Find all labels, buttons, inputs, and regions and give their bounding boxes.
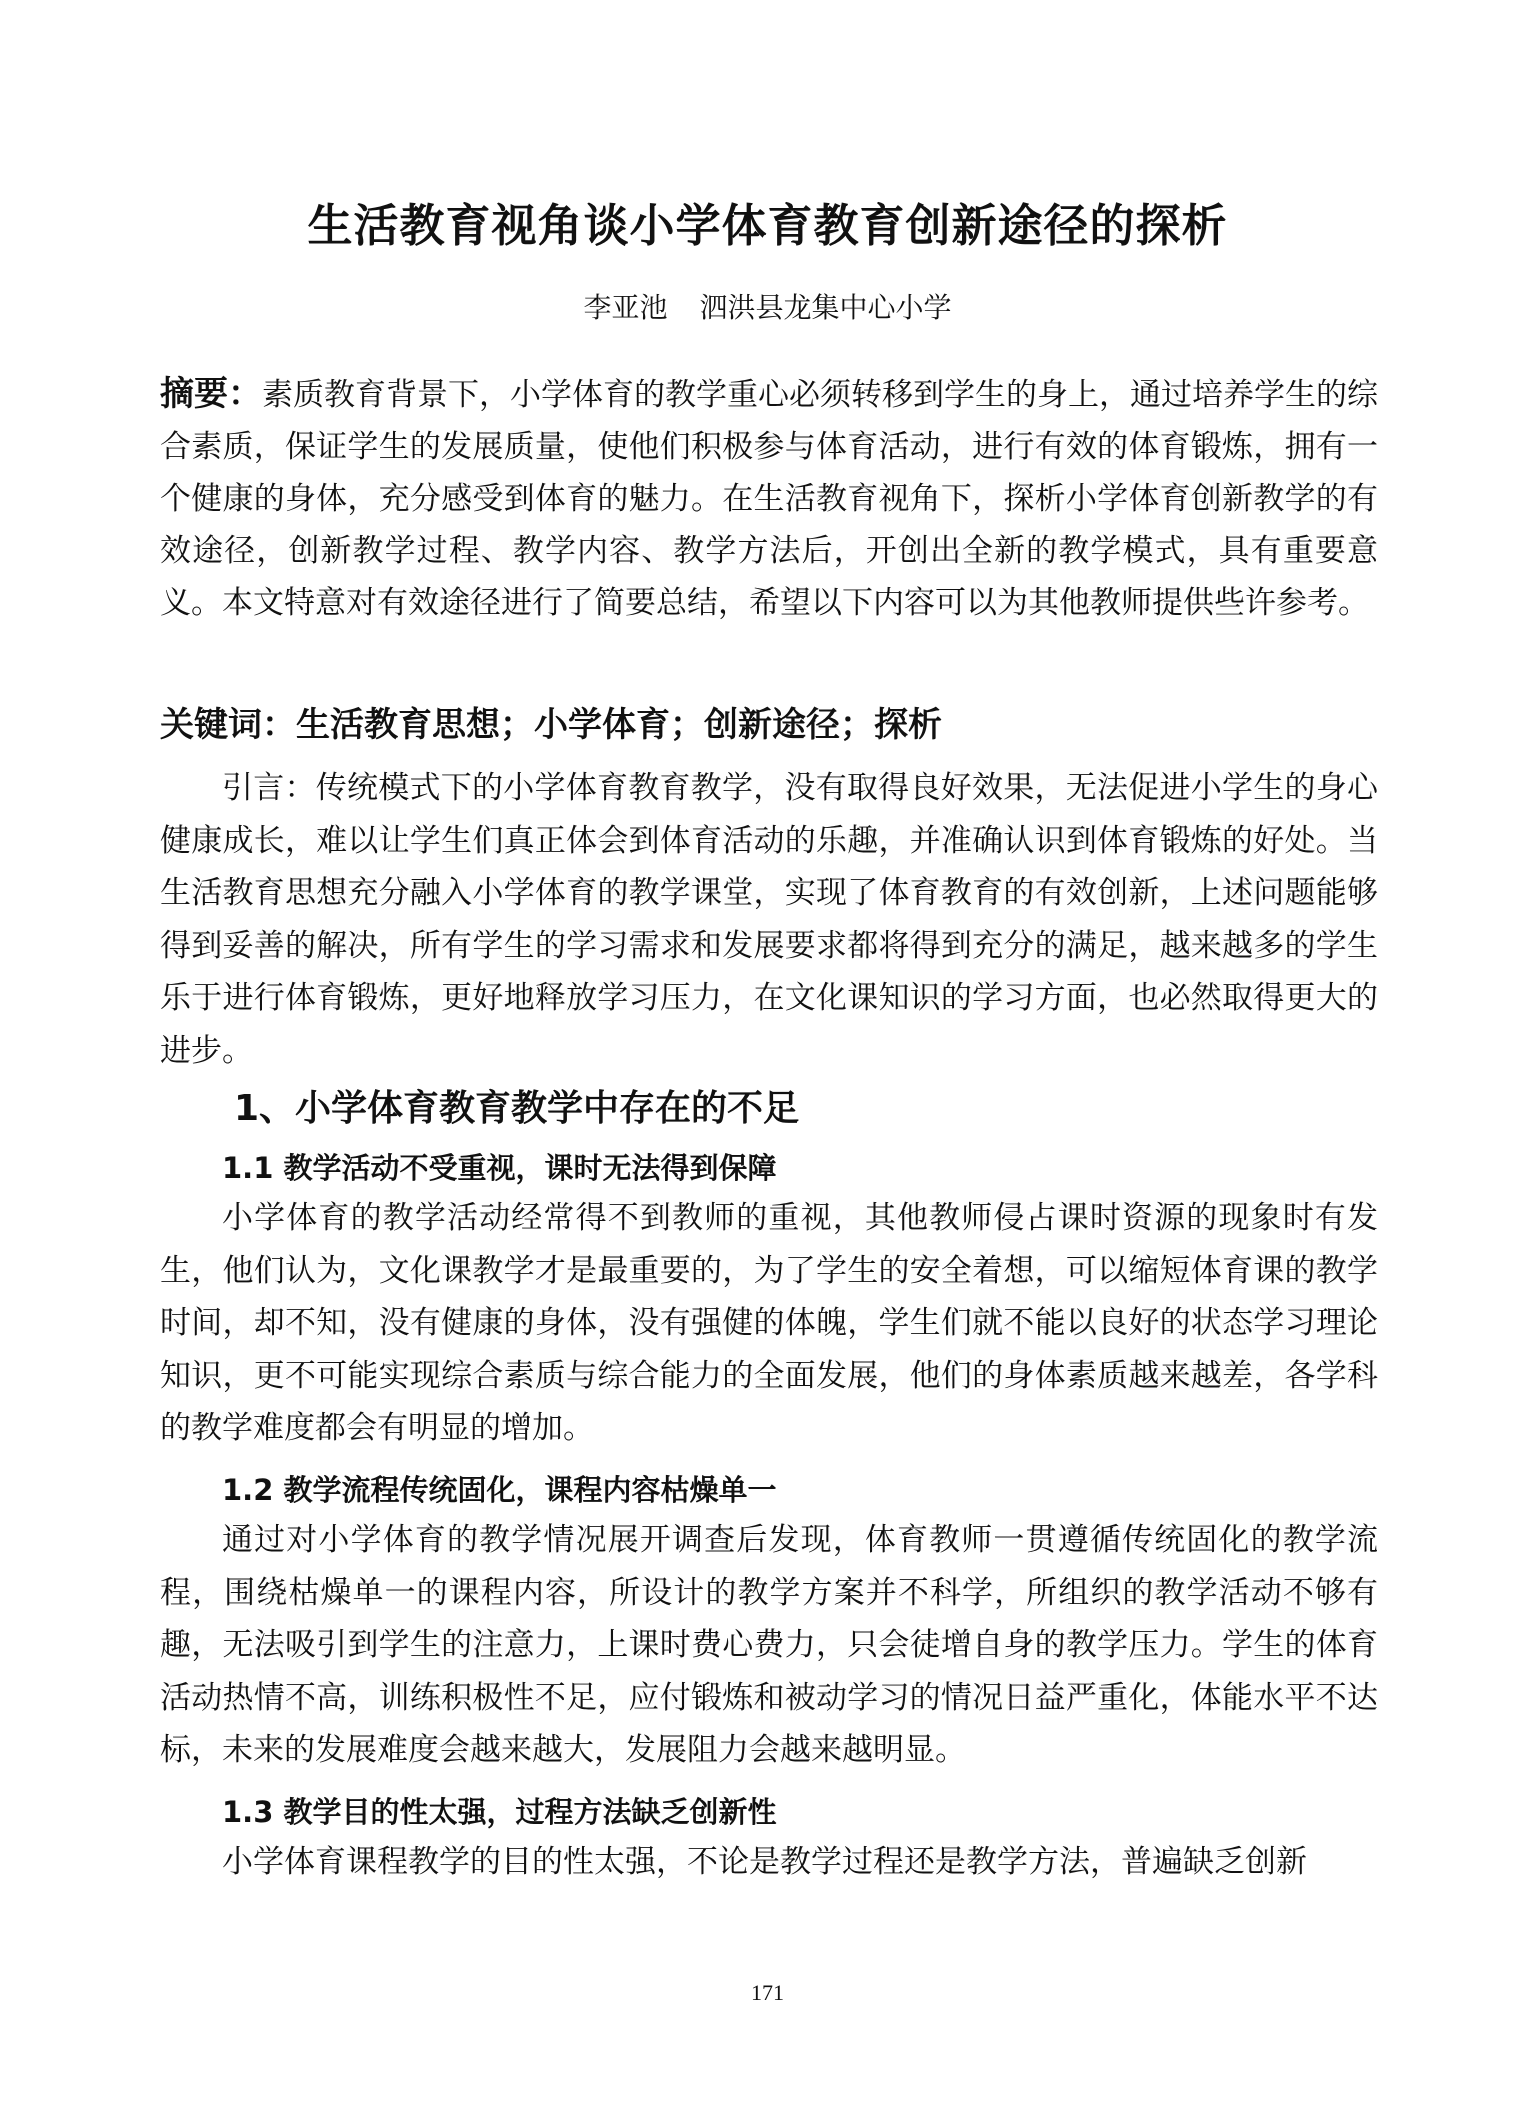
author-affiliation: 泗洪县龙集中心小学 <box>699 291 952 324</box>
subsection-1-3-paragraph: 小学体育课程教学的目的性太强，不论是教学过程还是教学方法，普遍缺乏创新 <box>222 1844 1307 1880</box>
subsection-1-1-heading: 1.1 教学活动不受重视，课时无法得到保障 <box>222 1151 777 1185</box>
author-line <box>0 288 1535 328</box>
subsection-1-1-paragraph: 小学体育的教学活动经常得不到教师的重视，其他教师侵占课时资源的现象时有发生，他们认为，文化课教学才是最重要的，为了学生的安全着想，可以缩短体育课的教学时间，却不知，没有健康的身体，没有强健的体魄，学生们就不能以良好的状态学习理论知识，更不可能实现综合素质与综合能力的全面发展，他们的身体素质越来越差，各学科的教学难度都会有明显的增加。 <box>160 1200 1378 1446</box>
abstract <box>160 368 1378 629</box>
paper-title: 生活教育视角谈小学体育教育创新途径的探析 <box>307 199 1228 252</box>
page-number: 171 <box>751 1980 784 2005</box>
subsection-1-2-paragraph: 通过对小学体育的教学情况展开调查后发现，体育教师一贯遵循传统固化的教学流程，围绕枯燥单一的课程内容，所设计的教学方案并不科学，所组织的教学活动不够有趣，无法吸引到学生的注意力，上课时费心费力，只会徒增自身的教学压力。学生的体育活动热情不高，训练积极性不足，应付锻炼和被动学习的情况日益严重化，体能水平不达标，未来的发展难度会越来越大，发展阻力会越来越明显。 <box>160 1522 1378 1768</box>
abstract-text: 素质教育背景下，小学体育的教学重心必须转移到学生的身上，通过培养学生的综合素质，保证学生的发展质量，使他们积极参与体育活动，进行有效的体育锻炼，拥有一个健康的身体，充分感受到体育的魅力。在生活教育视角下，探析小学体育创新教学的有效途径，创新教学过程、教学内容、教学方法后，开创出全新的教学模式，具有重要意义。本文特意对有效途径进行了简要总结，希望以下内容可以为其他教师提供些许参考。 <box>160 377 1378 621</box>
keywords: 关键词：生活教育思想；小学体育；创新途径；探析 <box>160 705 942 745</box>
abstract-label: 摘要： <box>160 374 262 414</box>
author-name: 李亚池 <box>583 291 668 324</box>
subsection-1-2-heading: 1.2 教学流程传统固化，课程内容枯燥单一 <box>222 1473 777 1507</box>
introduction-paragraph: 引言：传统模式下的小学体育教育教学，没有取得良好效果，无法促进小学生的身心健康成长，难以让学生们真正体会到体育活动的乐趣，并准确认识到体育锻炼的好处。当生活教育思想充分融入小学体育的教学课堂，实现了体育教育的有效创新，上述问题能够得到妥善的解决，所有学生的学习需求和发展要求都将得到充分的满足，越来越多的学生乐于进行体育锻炼，更好地释放学习压力，在文化课知识的学习方面，也必然取得更大的进步。 <box>160 770 1378 1069</box>
subsection-1-3-heading: 1.3 教学目的性太强，过程方法缺乏创新性 <box>222 1795 777 1829</box>
section-1-heading: 1、小学体育教育教学中存在的不足 <box>234 1088 800 1129</box>
